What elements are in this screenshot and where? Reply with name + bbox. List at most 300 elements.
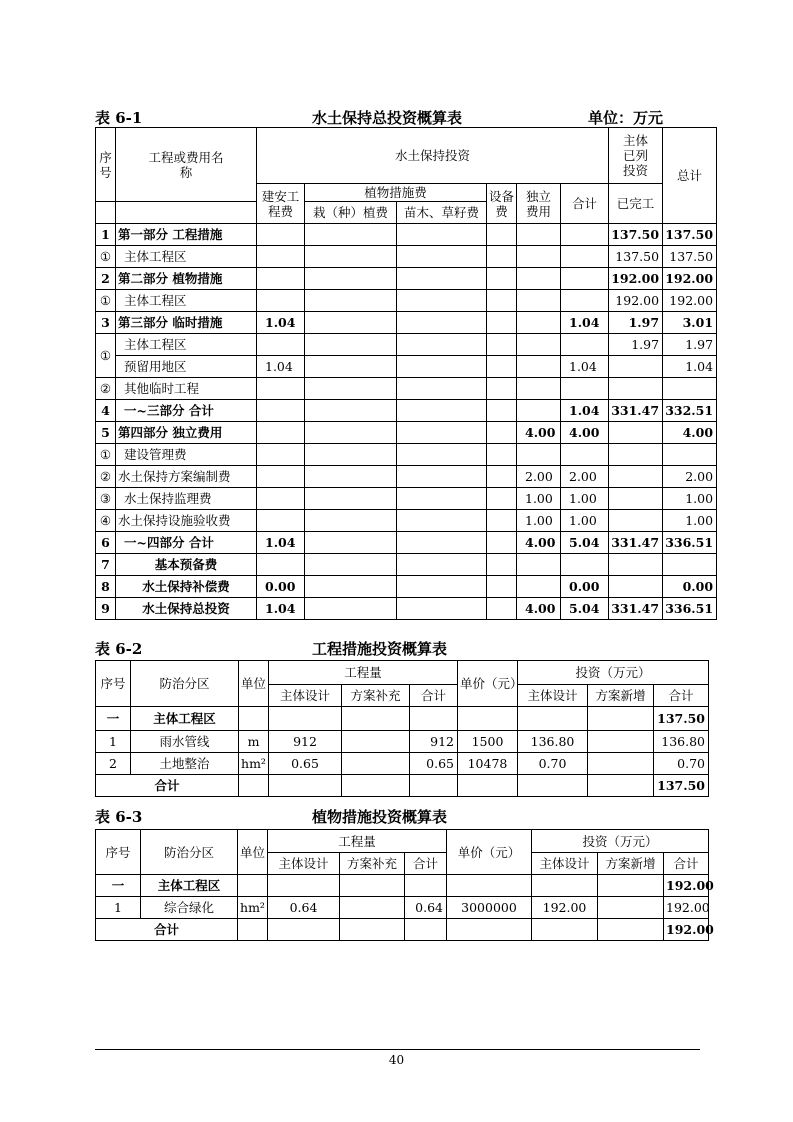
cell-indep: 4.00 xyxy=(517,532,561,554)
row-unit: m xyxy=(239,731,269,753)
cell-total: 2.00 xyxy=(663,466,717,488)
cell-indep xyxy=(517,246,561,268)
cell-miao xyxy=(397,224,487,246)
cell-total: 0.00 xyxy=(663,576,717,598)
cell-indep xyxy=(517,378,561,400)
header-indep: 独立费用 xyxy=(517,184,561,224)
row-price: 3000000 xyxy=(447,897,532,919)
table-row xyxy=(96,753,709,775)
header-invest: 水土保持投资 xyxy=(257,128,609,184)
row-i-new xyxy=(598,897,664,919)
header-zai: 栽（种）植费 xyxy=(305,202,397,224)
cell-equip xyxy=(487,268,517,290)
t2-group-total: 137.50 xyxy=(654,707,709,731)
cell-total: 3.01 xyxy=(663,312,717,334)
cell-sum xyxy=(561,554,609,576)
row-seq: 4 xyxy=(96,400,116,422)
t2-header-q-main: 主体设计 xyxy=(269,685,342,707)
cell-jianan xyxy=(257,378,305,400)
table-row xyxy=(96,246,717,268)
row-seq: ② xyxy=(96,466,116,488)
table-row xyxy=(96,444,717,466)
row-seq: 1 xyxy=(96,897,141,919)
cell-zai xyxy=(305,290,397,312)
cell-miao xyxy=(397,444,487,466)
table1 xyxy=(95,127,717,620)
cell-total: 1.97 xyxy=(663,334,717,356)
row-q-sum: 912 xyxy=(410,731,458,753)
row-unit: hm² xyxy=(238,897,268,919)
row-name: 主体工程区 xyxy=(116,334,257,356)
cell-miao xyxy=(397,532,487,554)
cell-sum xyxy=(561,246,609,268)
cell-jianan: 1.04 xyxy=(257,312,305,334)
cell-sum: 1.04 xyxy=(561,312,609,334)
row-seq: ① xyxy=(96,334,116,378)
t2-header-i-new: 方案新增 xyxy=(588,685,654,707)
cell-zai xyxy=(305,554,397,576)
total-blank xyxy=(598,919,664,941)
cell-indep: 4.00 xyxy=(517,422,561,444)
cell-done xyxy=(609,422,663,444)
t3-header-q-supp: 方案补充 xyxy=(340,853,405,875)
t2-header-q-supp: 方案补充 xyxy=(342,685,410,707)
t3-header-invest: 投资（万元） xyxy=(532,830,709,853)
cell-zai xyxy=(305,224,397,246)
cell-indep xyxy=(517,356,561,378)
cell-done: 1.97 xyxy=(609,312,663,334)
total-value: 192.00 xyxy=(664,919,709,941)
cell-sum xyxy=(561,444,609,466)
row-q-sum: 0.65 xyxy=(410,753,458,775)
cell-indep: 2.00 xyxy=(517,466,561,488)
row-i-main: 192.00 xyxy=(532,897,598,919)
row-zone: 土地整治 xyxy=(131,753,239,775)
row-seq: ② xyxy=(96,378,116,400)
cell-jianan xyxy=(257,290,305,312)
table-row xyxy=(96,554,717,576)
row-q-supp xyxy=(340,897,405,919)
t3-header-i-sum: 合计 xyxy=(664,853,709,875)
header-sum: 合计 xyxy=(561,184,609,224)
cell-miao xyxy=(397,290,487,312)
cell-equip xyxy=(487,312,517,334)
cell-total xyxy=(663,554,717,576)
cell-total: 192.00 xyxy=(663,268,717,290)
table1-header-row-1 xyxy=(96,128,717,184)
table-row xyxy=(96,422,717,444)
cell-sum xyxy=(561,334,609,356)
t3-header-qty: 工程量 xyxy=(268,830,447,853)
row-i-new xyxy=(588,731,654,753)
cell-done xyxy=(609,444,663,466)
table-row xyxy=(96,466,717,488)
row-i-new xyxy=(588,753,654,775)
row-seq: 1 xyxy=(96,224,116,246)
row-i-main: 136.80 xyxy=(518,731,588,753)
cell-equip xyxy=(487,532,517,554)
table3-caption-number: 表 6-3 xyxy=(95,808,143,826)
t3-group-seq: 一 xyxy=(96,875,141,897)
cell-zai xyxy=(305,510,397,532)
cell-zai xyxy=(305,444,397,466)
cell-miao xyxy=(397,488,487,510)
cell-sum: 5.04 xyxy=(561,532,609,554)
header-miao: 苗木、草籽费 xyxy=(397,202,487,224)
row-name: 主体工程区 xyxy=(116,246,257,268)
row-name: 第一部分 工程措施 xyxy=(116,224,257,246)
row-name: 水土保持补偿费 xyxy=(116,576,257,598)
cell-jianan xyxy=(257,510,305,532)
row-seq: 6 xyxy=(96,532,116,554)
cell-indep: 4.00 xyxy=(517,598,561,620)
cell-jianan: 1.04 xyxy=(257,356,305,378)
t2-header-invest: 投资（万元） xyxy=(518,661,709,685)
cell-total: 336.51 xyxy=(663,598,717,620)
total-blank xyxy=(410,775,458,797)
row-unit: hm² xyxy=(239,753,269,775)
cell-equip xyxy=(487,466,517,488)
row-name: 水土保持总投资 xyxy=(116,598,257,620)
cell-done xyxy=(609,378,663,400)
cell-equip xyxy=(487,598,517,620)
row-seq: 2 xyxy=(96,753,131,775)
total-blank xyxy=(405,919,447,941)
cell-zai xyxy=(305,422,397,444)
cell-jianan xyxy=(257,488,305,510)
cell-miao xyxy=(397,334,487,356)
cell-sum: 1.04 xyxy=(561,356,609,378)
cell-zai xyxy=(305,598,397,620)
row-i-sum: 0.70 xyxy=(654,753,709,775)
cell-done xyxy=(609,510,663,532)
cell-miao xyxy=(397,268,487,290)
cell-miao xyxy=(397,400,487,422)
cell-total: 137.50 xyxy=(663,224,717,246)
total-label: 合计 xyxy=(96,775,239,797)
cell-total: 1.00 xyxy=(663,488,717,510)
cell-jianan xyxy=(257,268,305,290)
row-seq: ③ xyxy=(96,488,116,510)
cell-sum: 5.04 xyxy=(561,598,609,620)
total-blank xyxy=(238,919,268,941)
row-price: 10478 xyxy=(458,753,518,775)
cell-done xyxy=(609,466,663,488)
total-label: 合计 xyxy=(96,919,238,941)
cell-equip xyxy=(487,356,517,378)
t2-header-price: 单价（元） xyxy=(458,661,518,707)
row-seq: ① xyxy=(96,444,116,466)
cell-indep xyxy=(517,312,561,334)
cell-equip xyxy=(487,554,517,576)
table-row xyxy=(96,510,717,532)
t3-header-zone: 防治分区 xyxy=(141,830,238,875)
cell-done: 137.50 xyxy=(609,246,663,268)
header-name: 工程或费用名称 xyxy=(116,128,257,202)
cell-jianan: 1.04 xyxy=(257,532,305,554)
header-main-done: 主体已列投资 xyxy=(609,128,663,184)
cell-total: 332.51 xyxy=(663,400,717,422)
cell-done: 331.47 xyxy=(609,400,663,422)
cell-sum: 1.00 xyxy=(561,488,609,510)
cell-total: 4.00 xyxy=(663,422,717,444)
row-q-main: 0.65 xyxy=(269,753,342,775)
cell-total: 1.04 xyxy=(663,356,717,378)
total-blank xyxy=(342,775,410,797)
row-name: 水土保持方案编制费 xyxy=(116,466,257,488)
cell-indep xyxy=(517,268,561,290)
cell-done: 137.50 xyxy=(609,224,663,246)
t2-header-unit: 单位 xyxy=(239,661,269,707)
cell-indep xyxy=(517,224,561,246)
t3-header-q-main: 主体设计 xyxy=(268,853,340,875)
cell-jianan: 1.04 xyxy=(257,598,305,620)
cell-done: 331.47 xyxy=(609,532,663,554)
row-zone: 雨水管线 xyxy=(131,731,239,753)
row-q-sum: 0.64 xyxy=(405,897,447,919)
t2-header-seq: 序号 xyxy=(96,661,131,707)
table-row xyxy=(96,598,717,620)
t2-header-q-sum: 合计 xyxy=(410,685,458,707)
table-row xyxy=(96,290,717,312)
cell-miao xyxy=(397,422,487,444)
table2-group-row xyxy=(96,707,709,731)
table-row xyxy=(96,400,717,422)
cell-miao xyxy=(397,312,487,334)
cell-sum: 2.00 xyxy=(561,466,609,488)
header-seq: 序号 xyxy=(96,128,116,202)
cell-equip xyxy=(487,400,517,422)
cell-jianan xyxy=(257,422,305,444)
total-value: 137.50 xyxy=(654,775,709,797)
total-blank xyxy=(518,775,588,797)
t2-header-i-sum: 合计 xyxy=(654,685,709,707)
cell-indep: 1.00 xyxy=(517,488,561,510)
row-seq: ① xyxy=(96,290,116,312)
header-seq-blank xyxy=(96,202,116,224)
row-seq: 8 xyxy=(96,576,116,598)
row-name: 一~四部分 合计 xyxy=(116,532,257,554)
row-zone: 综合绿化 xyxy=(141,897,238,919)
row-q-supp xyxy=(342,731,410,753)
cell-done: 192.00 xyxy=(609,290,663,312)
row-name: 基本预备费 xyxy=(116,554,257,576)
cell-miao xyxy=(397,246,487,268)
row-seq: ① xyxy=(96,246,116,268)
table-row xyxy=(96,224,717,246)
row-name: 预留用地区 xyxy=(116,356,257,378)
t3-group-name: 主体工程区 xyxy=(141,875,238,897)
cell-zai xyxy=(305,488,397,510)
table-row xyxy=(96,356,717,378)
cell-zai xyxy=(305,246,397,268)
cell-sum xyxy=(561,378,609,400)
row-name: 第三部分 临时措施 xyxy=(116,312,257,334)
total-row xyxy=(96,775,709,797)
row-seq: ④ xyxy=(96,510,116,532)
cell-indep xyxy=(517,290,561,312)
cell-zai xyxy=(305,356,397,378)
cell-equip xyxy=(487,246,517,268)
t2-header-i-main: 主体设计 xyxy=(518,685,588,707)
cell-indep xyxy=(517,554,561,576)
cell-equip xyxy=(487,444,517,466)
cell-miao xyxy=(397,378,487,400)
page-number: 40 xyxy=(388,1053,405,1067)
t3-header-i-new: 方案新增 xyxy=(598,853,664,875)
t2-group-name: 主体工程区 xyxy=(131,707,239,731)
cell-equip xyxy=(487,422,517,444)
total-blank xyxy=(447,919,532,941)
table2 xyxy=(95,660,709,797)
cell-zai xyxy=(305,334,397,356)
row-name: 主体工程区 xyxy=(116,290,257,312)
cell-jianan xyxy=(257,334,305,356)
row-q-main: 0.64 xyxy=(268,897,340,919)
t3-header-i-main: 主体设计 xyxy=(532,853,598,875)
row-name: 建设管理费 xyxy=(116,444,257,466)
t2-header-zone: 防治分区 xyxy=(131,661,239,707)
t2-group-seq: 一 xyxy=(96,707,131,731)
cell-equip xyxy=(487,224,517,246)
cell-zai xyxy=(305,466,397,488)
cell-sum: 4.00 xyxy=(561,422,609,444)
table1-caption-unit: 单位：万元 xyxy=(588,109,664,127)
row-seq: 3 xyxy=(96,312,116,334)
table-row xyxy=(96,334,717,356)
row-name: 一~三部分 合计 xyxy=(116,400,257,422)
row-q-main: 912 xyxy=(269,731,342,753)
cell-jianan: 0.00 xyxy=(257,576,305,598)
cell-jianan xyxy=(257,466,305,488)
cell-miao xyxy=(397,598,487,620)
total-blank xyxy=(458,775,518,797)
cell-indep xyxy=(517,444,561,466)
header-jianan: 建安工程费 xyxy=(257,184,305,224)
table3-group-row xyxy=(96,875,709,897)
total-blank xyxy=(588,775,654,797)
cell-sum xyxy=(561,224,609,246)
row-seq: 1 xyxy=(96,731,131,753)
cell-jianan xyxy=(257,444,305,466)
header-total: 总计 xyxy=(663,128,717,224)
table-row xyxy=(96,378,717,400)
table-row xyxy=(96,488,717,510)
t2-header-qty: 工程量 xyxy=(269,661,458,685)
cell-sum xyxy=(561,268,609,290)
table3 xyxy=(95,829,714,941)
cell-total xyxy=(663,444,717,466)
t3-header-price: 单价（元） xyxy=(447,830,532,875)
cell-jianan xyxy=(257,224,305,246)
total-blank xyxy=(269,775,342,797)
cell-done: 1.97 xyxy=(609,334,663,356)
cell-done xyxy=(609,554,663,576)
t3-header-q-sum: 合计 xyxy=(405,853,447,875)
row-seq: 9 xyxy=(96,598,116,620)
row-price: 1500 xyxy=(458,731,518,753)
t3-header-unit: 单位 xyxy=(238,830,268,875)
cell-jianan xyxy=(257,246,305,268)
t3-header-seq: 序号 xyxy=(96,830,141,875)
cell-done xyxy=(609,488,663,510)
total-blank xyxy=(340,919,405,941)
row-seq: 5 xyxy=(96,422,116,444)
table-row xyxy=(96,268,717,290)
table-row xyxy=(96,312,717,334)
cell-indep: 1.00 xyxy=(517,510,561,532)
row-name: 第四部分 独立费用 xyxy=(116,422,257,444)
header-plant: 植物措施费 xyxy=(305,184,487,202)
cell-equip xyxy=(487,290,517,312)
row-seq: 7 xyxy=(96,554,116,576)
row-name: 第二部分 植物措施 xyxy=(116,268,257,290)
cell-zai xyxy=(305,268,397,290)
cell-zai xyxy=(305,576,397,598)
cell-equip xyxy=(487,488,517,510)
table2-header-row-1 xyxy=(96,661,709,685)
cell-miao xyxy=(397,510,487,532)
table3-caption-title: 植物措施投资概算表 xyxy=(312,808,448,826)
cell-jianan xyxy=(257,554,305,576)
cell-jianan xyxy=(257,400,305,422)
cell-zai xyxy=(305,400,397,422)
row-name: 其他临时工程 xyxy=(116,378,257,400)
cell-total: 137.50 xyxy=(663,246,717,268)
row-seq: 2 xyxy=(96,268,116,290)
table-row xyxy=(96,731,709,753)
row-name: 水土保持监理费 xyxy=(116,488,257,510)
cell-zai xyxy=(305,532,397,554)
cell-indep xyxy=(517,576,561,598)
header-name-blank xyxy=(116,202,257,224)
cell-indep xyxy=(517,400,561,422)
row-i-main: 0.70 xyxy=(518,753,588,775)
row-i-sum: 136.80 xyxy=(654,731,709,753)
header-done: 已完工 xyxy=(609,184,663,224)
cell-sum xyxy=(561,290,609,312)
row-q-supp xyxy=(342,753,410,775)
cell-done: 331.47 xyxy=(609,598,663,620)
table2-caption-number: 表 6-2 xyxy=(95,640,143,658)
table-row xyxy=(96,576,717,598)
cell-total: 1.00 xyxy=(663,510,717,532)
cell-sum: 0.00 xyxy=(561,576,609,598)
cell-sum: 1.00 xyxy=(561,510,609,532)
cell-total xyxy=(663,378,717,400)
cell-equip xyxy=(487,378,517,400)
table1-caption-title: 水土保持总投资概算表 xyxy=(312,109,463,127)
total-blank xyxy=(268,919,340,941)
cell-equip xyxy=(487,576,517,598)
cell-miao xyxy=(397,356,487,378)
cell-sum: 1.04 xyxy=(561,400,609,422)
cell-equip xyxy=(487,334,517,356)
total-blank xyxy=(239,775,269,797)
table3-header-row-1 xyxy=(96,830,709,853)
table-row xyxy=(96,897,709,919)
cell-miao xyxy=(397,554,487,576)
footer-rule xyxy=(95,1049,700,1050)
header-equip: 设备费 xyxy=(487,184,517,224)
cell-total: 192.00 xyxy=(663,290,717,312)
cell-total: 336.51 xyxy=(663,532,717,554)
total-row xyxy=(96,919,709,941)
table-row xyxy=(96,532,717,554)
cell-zai xyxy=(305,312,397,334)
cell-done xyxy=(609,576,663,598)
cell-miao xyxy=(397,466,487,488)
